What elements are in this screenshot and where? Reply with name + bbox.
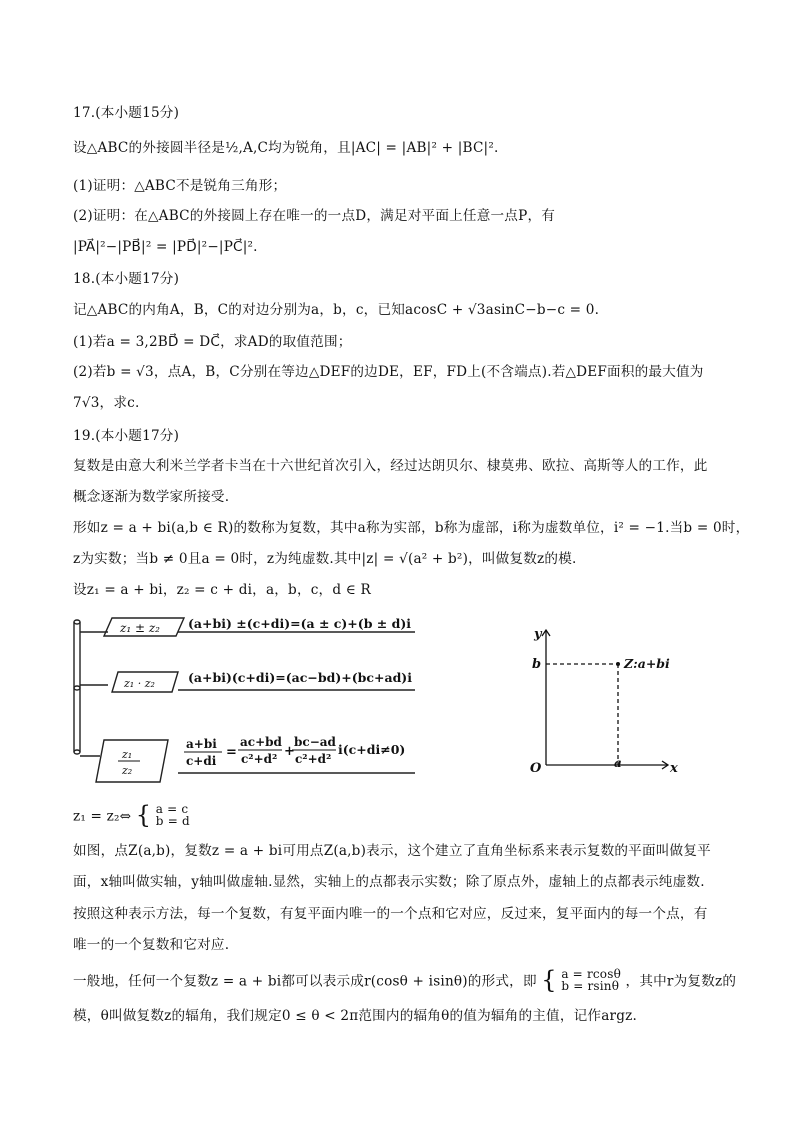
point-z xyxy=(616,662,620,666)
equality-left: z₁ = z₂⇔ xyxy=(73,808,132,825)
op3-frac-den: c+di xyxy=(186,754,217,768)
q18-part2: (2)若b = √3，点A，B，C分别在等边△DEF的边DE，EF，FD上(不含端点).若△DEF面积的最大值为 xyxy=(73,364,704,380)
op3-term1-num: ac+bd xyxy=(240,735,282,749)
complex-plane-diagram xyxy=(520,620,700,780)
y-axis-label: y xyxy=(534,627,542,642)
op3-tail: i(c+di≠0) xyxy=(338,742,406,757)
q17-header: 17.(本小题15分) xyxy=(73,105,180,121)
q17-part1: (1)证明：△ABC不是锐角三角形； xyxy=(73,178,287,194)
q19-set-line: 设z₁ = a + bi，z₂ = c + di，a，b，c，d ∈ R xyxy=(73,582,371,598)
q19-polar-line1: 一般地，任何一个复数z = a + bi都可以表示成r(cosθ + isinθ)的形式，即 { a = rcosθ b = rsinθ ，其中r为复数z的 xyxy=(73,966,737,994)
op1-formula: (a+bi) ±(c+di)=(a ± c)+(b ± d)i xyxy=(188,616,412,631)
polar-row1: a = rcosθ xyxy=(561,967,622,981)
q19-plane-line2: 面，x轴叫做实轴，y轴叫做虚轴.显然，实轴上的点都表示实数；除了原点外，虚轴上的点都表示纯虚数. xyxy=(73,874,705,890)
q19-polar-line2: 模，θ叫做复数z的辐角，我们规定0 ≤ θ < 2π范围内的辐角θ的值为辐角的主值，记作argz. xyxy=(73,1008,638,1024)
op3-plus: + xyxy=(284,744,295,759)
q19-intro-line1: 复数是由意大利米兰学者卡当在十六世纪首次引入，经过达朗贝尔、棣莫弗、欧拉、高斯等人的工作，此 xyxy=(73,458,708,474)
q19-intro-line2: 概念逐渐为数学家所接受. xyxy=(73,489,230,505)
q18-part2-cont: 7√3，求c. xyxy=(73,395,140,411)
point-z-label: Z:a+bi xyxy=(624,656,670,671)
b-tick-label: b xyxy=(532,657,542,672)
q18-header: 18.(本小题17分) xyxy=(73,271,180,287)
polar-row2: b = rsinθ xyxy=(561,979,620,993)
op2-label: z₁ · z₂ xyxy=(124,677,155,690)
q17-part2: (2)证明：在△ABC的外接圆上存在唯一的一点D，满足对平面上任意一点P，有 xyxy=(73,208,556,224)
op3-term2-den: c²+d² xyxy=(295,752,332,766)
q18-stem: 记△ABC的内角A，B，C的对边分别为a，b，c，已知acosC + √3asinC−b−c = 0. xyxy=(73,302,600,318)
op1-label: z₁ ± z₂ xyxy=(120,621,160,635)
q17-part2-formula: |PA⃗|²−|PB⃗|² = |PD⃗|²−|PC⃗|². xyxy=(73,239,258,255)
q19-plane-line3: 按照这种表示方法，每一个复数，有复平面内唯一的一个点和它对应，反过来，复平面内的每一个点，有 xyxy=(73,906,708,922)
origin-label: O xyxy=(530,761,542,776)
op3-equals: = xyxy=(226,745,237,760)
q18-part1: (1)若a = 3,2BD⃗ = DC⃗，求AD的取值范围； xyxy=(73,334,352,350)
equality-row2: b = d xyxy=(155,814,190,828)
q17-stem: 设△ABC的外接圆半径是½,A,C均为锐角，且|AC| = |AB|² + |BC|². xyxy=(73,140,499,156)
equality-row1: a = c xyxy=(155,802,189,816)
polar-text-b: ，其中r为复数z的 xyxy=(625,973,737,990)
polar-text-a: 一般地，任何一个复数z = a + bi都可以表示成r(cosθ + isinθ)的形式，即 xyxy=(73,973,537,990)
x-axis-label: x xyxy=(670,761,678,776)
complex-operations-diagram xyxy=(60,610,430,795)
a-tick-label: a xyxy=(614,756,622,770)
op3-label-num: z₁ xyxy=(122,748,133,761)
op3-term2-num: bc−ad xyxy=(294,735,336,749)
q19-header: 19.(本小题17分) xyxy=(73,428,180,444)
op3-label-den: z₂ xyxy=(122,764,133,777)
q19-definition-line2: z为实数；当b ≠ 0且a = 0时，z为纯虚数.其中|z| = √(a² + b²)，叫做复数z的模. xyxy=(73,551,577,567)
q19-plane-line1: 如图，点Z(a,b)，复数z = a + bi可用点Z(a,b)表示，这个建立了直角坐标系来表示复数的平面叫做复平 xyxy=(73,843,711,859)
op3-term1-den: c²+d² xyxy=(241,752,278,766)
q19-plane-line4: 唯一的一个复数和它对应. xyxy=(73,937,230,953)
op2-formula: (a+bi)(c+di)=(ac−bd)+(bc+ad)i xyxy=(188,670,412,685)
q19-definition-line1: 形如z = a + bi(a,b ∈ R)的数称为复数，其中a称为实部，b称为虚部，i称为虚数单位，i² = −1.当b = 0时， xyxy=(73,520,750,536)
op3-frac-num: a+bi xyxy=(186,737,217,751)
equality-condition: z₁ = z₂⇔ { a = c b = d xyxy=(73,801,190,829)
